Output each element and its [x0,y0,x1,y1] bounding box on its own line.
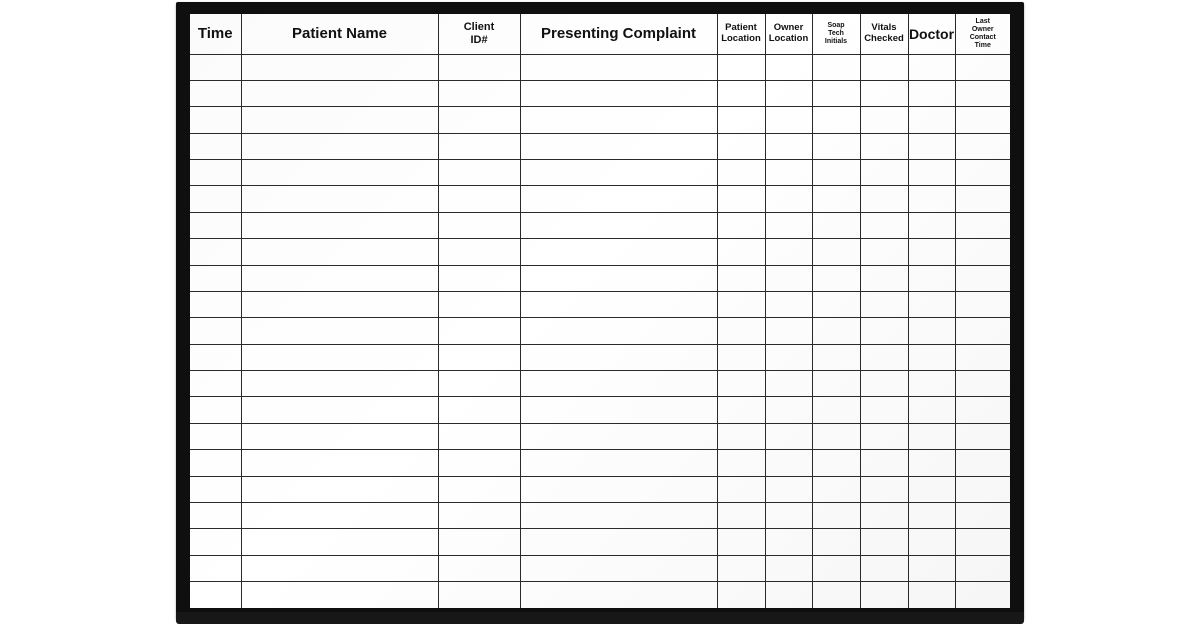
table-row [190,582,1010,609]
column-header-soap-tech-initials [812,14,860,54]
table-cell [908,239,955,265]
header-label-line: Location [768,32,809,44]
table-cell [955,529,1010,555]
table-cell [717,212,765,238]
table-row [190,291,1010,317]
marker-tray [176,612,1024,624]
table-cell [717,397,765,423]
table-cell [190,555,241,581]
table-cell [190,582,241,609]
table-row [190,80,1010,106]
table-cell [241,476,438,502]
table-cell [860,160,908,186]
table-cell [908,291,955,317]
table-cell [438,265,520,291]
column-header-time [190,14,241,54]
table-cell [717,133,765,159]
table-cell [520,344,717,370]
header-label-line: Initials [824,37,848,45]
table-cell [765,502,812,528]
table-cell [190,212,241,238]
header-label-line: Tech [828,29,844,37]
table-cell [955,133,1010,159]
table-cell [908,502,955,528]
table-cell [812,344,860,370]
table-cell [717,344,765,370]
header-label-line: Doctor [908,25,955,42]
table-cell [520,160,717,186]
table-row [190,555,1010,581]
table-cell [908,371,955,397]
table-cell [860,529,908,555]
table-cell [438,397,520,423]
table-cell [860,265,908,291]
table-cell [860,555,908,581]
table-cell [765,265,812,291]
column-header-patient-location [717,14,765,54]
table-cell [520,239,717,265]
table-cell [812,529,860,555]
table-cell [955,239,1010,265]
table-cell [190,80,241,106]
table-cell [190,529,241,555]
header-label-line: Patient Name [291,25,388,43]
header-label-line: Client [463,21,495,34]
table-cell [765,239,812,265]
table-cell [241,397,438,423]
table-cell [955,265,1010,291]
table-cell [860,502,908,528]
table-cell [955,80,1010,106]
header-label-line: Time [197,25,233,43]
table-cell [812,133,860,159]
table-cell [438,239,520,265]
table-cell [520,502,717,528]
table-cell [438,502,520,528]
table-cell [717,291,765,317]
table-cell [717,160,765,186]
header-label-line: Location [721,32,761,44]
table-cell [438,54,520,80]
table-cell [241,54,438,80]
table-cell [765,186,812,212]
table-cell [190,239,241,265]
table-cell [717,476,765,502]
header-label-line: Soap [827,21,845,29]
table-cell [812,582,860,609]
table-cell [520,555,717,581]
table-row [190,476,1010,502]
header-row [190,14,1010,54]
table-row [190,239,1010,265]
table-cell [812,450,860,476]
table-cell [908,318,955,344]
table-row [190,54,1010,80]
column-header-client-id [438,14,520,54]
table-cell [520,397,717,423]
table-cell [241,555,438,581]
table-cell [438,318,520,344]
table-cell [438,133,520,159]
table-row [190,107,1010,133]
header-label-line: Time [974,41,991,49]
table-cell [438,582,520,609]
table-cell [765,107,812,133]
table-cell [955,160,1010,186]
table-cell [860,80,908,106]
table-cell [717,371,765,397]
table-cell [765,80,812,106]
table-cell [812,265,860,291]
table-cell [765,450,812,476]
table-cell [717,582,765,609]
table-cell [520,186,717,212]
table-cell [812,186,860,212]
table-cell [955,212,1010,238]
grid-body [190,54,1010,608]
table-cell [520,529,717,555]
table-cell [241,529,438,555]
table-cell [520,80,717,106]
table-row [190,450,1010,476]
header-label-line: Presenting Complaint [540,25,697,43]
table-cell [438,476,520,502]
table-cell [520,476,717,502]
table-cell [190,476,241,502]
table-row [190,133,1010,159]
table-cell [955,318,1010,344]
table-cell [190,265,241,291]
table-cell [241,133,438,159]
table-cell [241,80,438,106]
table-cell [438,186,520,212]
table-cell [812,423,860,449]
whiteboard-surface [190,14,1010,608]
table-cell [717,318,765,344]
table-cell [241,107,438,133]
table-cell [765,582,812,609]
table-cell [241,265,438,291]
table-cell [765,133,812,159]
table-row [190,318,1010,344]
table-cell [190,133,241,159]
table-cell [520,450,717,476]
table-cell [241,371,438,397]
header-label-line: Owner [971,25,994,33]
table-cell [908,133,955,159]
table-cell [241,423,438,449]
table-cell [860,371,908,397]
table-cell [812,397,860,423]
table-row [190,160,1010,186]
table-cell [438,450,520,476]
table-cell [860,450,908,476]
table-cell [241,160,438,186]
table-cell [908,423,955,449]
table-cell [860,54,908,80]
table-cell [812,371,860,397]
table-cell [908,186,955,212]
column-header-presenting-complaint [520,14,717,54]
table-cell [438,291,520,317]
table-cell [860,318,908,344]
table-cell [908,265,955,291]
table-cell [717,80,765,106]
header-label-line: Checked [864,32,904,44]
table-cell [908,107,955,133]
column-header-last-owner-contact-time [955,14,1010,54]
table-cell [520,133,717,159]
table-cell [520,54,717,80]
patient-tracking-grid [190,14,1010,608]
table-cell [190,107,241,133]
table-cell [812,239,860,265]
table-cell [955,582,1010,609]
table-cell [717,555,765,581]
table-row [190,212,1010,238]
table-cell [812,212,860,238]
table-cell [717,239,765,265]
table-cell [520,582,717,609]
table-cell [860,397,908,423]
table-row [190,502,1010,528]
table-cell [908,80,955,106]
table-cell [955,291,1010,317]
table-cell [717,450,765,476]
table-cell [241,582,438,609]
table-cell [190,423,241,449]
table-cell [860,291,908,317]
table-cell [908,212,955,238]
table-cell [190,291,241,317]
table-cell [908,344,955,370]
table-cell [438,555,520,581]
table-cell [955,502,1010,528]
table-cell [812,318,860,344]
table-cell [955,54,1010,80]
table-cell [765,423,812,449]
table-cell [717,54,765,80]
table-cell [955,371,1010,397]
table-cell [908,555,955,581]
table-cell [860,133,908,159]
table-cell [812,476,860,502]
table-cell [765,555,812,581]
header-label-line: Patient [725,21,757,33]
table-cell [812,291,860,317]
table-cell [860,186,908,212]
table-cell [520,318,717,344]
table-cell [765,291,812,317]
table-cell [520,107,717,133]
table-cell [241,450,438,476]
table-cell [765,160,812,186]
table-cell [717,529,765,555]
table-cell [190,186,241,212]
table-cell [190,502,241,528]
table-row [190,397,1010,423]
table-cell [860,476,908,502]
table-cell [955,107,1010,133]
table-cell [955,423,1010,449]
column-header-owner-location [765,14,812,54]
table-cell [520,265,717,291]
table-cell [438,344,520,370]
table-row [190,529,1010,555]
table-cell [717,423,765,449]
table-cell [765,54,812,80]
table-cell [438,107,520,133]
table-cell [765,476,812,502]
table-cell [438,423,520,449]
table-row [190,265,1010,291]
table-cell [812,54,860,80]
column-header-doctor [908,14,955,54]
table-cell [812,555,860,581]
table-cell [241,239,438,265]
table-row [190,371,1010,397]
table-cell [765,318,812,344]
table-cell [908,476,955,502]
table-cell [765,344,812,370]
header-label-line: Owner [773,21,804,33]
header-label-line: Vitals [871,21,897,33]
table-cell [765,397,812,423]
table-cell [190,397,241,423]
table-row [190,344,1010,370]
table-cell [190,344,241,370]
table-cell [908,582,955,609]
table-cell [765,212,812,238]
table-cell [955,476,1010,502]
table-cell [241,344,438,370]
table-row [190,423,1010,449]
table-cell [860,212,908,238]
table-cell [520,423,717,449]
table-cell [717,107,765,133]
table-cell [717,502,765,528]
table-cell [190,160,241,186]
table-cell [955,450,1010,476]
table-cell [241,318,438,344]
table-cell [241,291,438,317]
table-cell [190,54,241,80]
table-cell [717,265,765,291]
table-row [190,186,1010,212]
table-cell [860,582,908,609]
header-label-line: Last [975,17,990,25]
table-cell [241,502,438,528]
column-header-patient-name [241,14,438,54]
table-cell [955,344,1010,370]
table-cell [520,212,717,238]
table-cell [908,529,955,555]
table-cell [520,371,717,397]
table-cell [190,371,241,397]
table-cell [765,529,812,555]
table-cell [908,397,955,423]
table-cell [438,371,520,397]
table-cell [908,450,955,476]
table-cell [860,423,908,449]
column-header-vitals-checked [860,14,908,54]
table-cell [520,291,717,317]
table-cell [241,186,438,212]
table-cell [765,371,812,397]
table-cell [955,186,1010,212]
table-cell [908,54,955,80]
table-cell [438,160,520,186]
table-cell [438,212,520,238]
table-cell [860,344,908,370]
table-cell [812,160,860,186]
table-cell [190,318,241,344]
table-cell [812,502,860,528]
table-cell [190,450,241,476]
table-cell [955,555,1010,581]
table-cell [955,397,1010,423]
table-cell [860,239,908,265]
table-cell [717,186,765,212]
table-cell [812,80,860,106]
table-cell [438,529,520,555]
table-cell [908,160,955,186]
table-cell [438,80,520,106]
header-label-line: Contact [969,33,996,41]
table-cell [241,212,438,238]
header-label-line: ID# [470,33,488,46]
table-cell [860,107,908,133]
table-cell [812,107,860,133]
